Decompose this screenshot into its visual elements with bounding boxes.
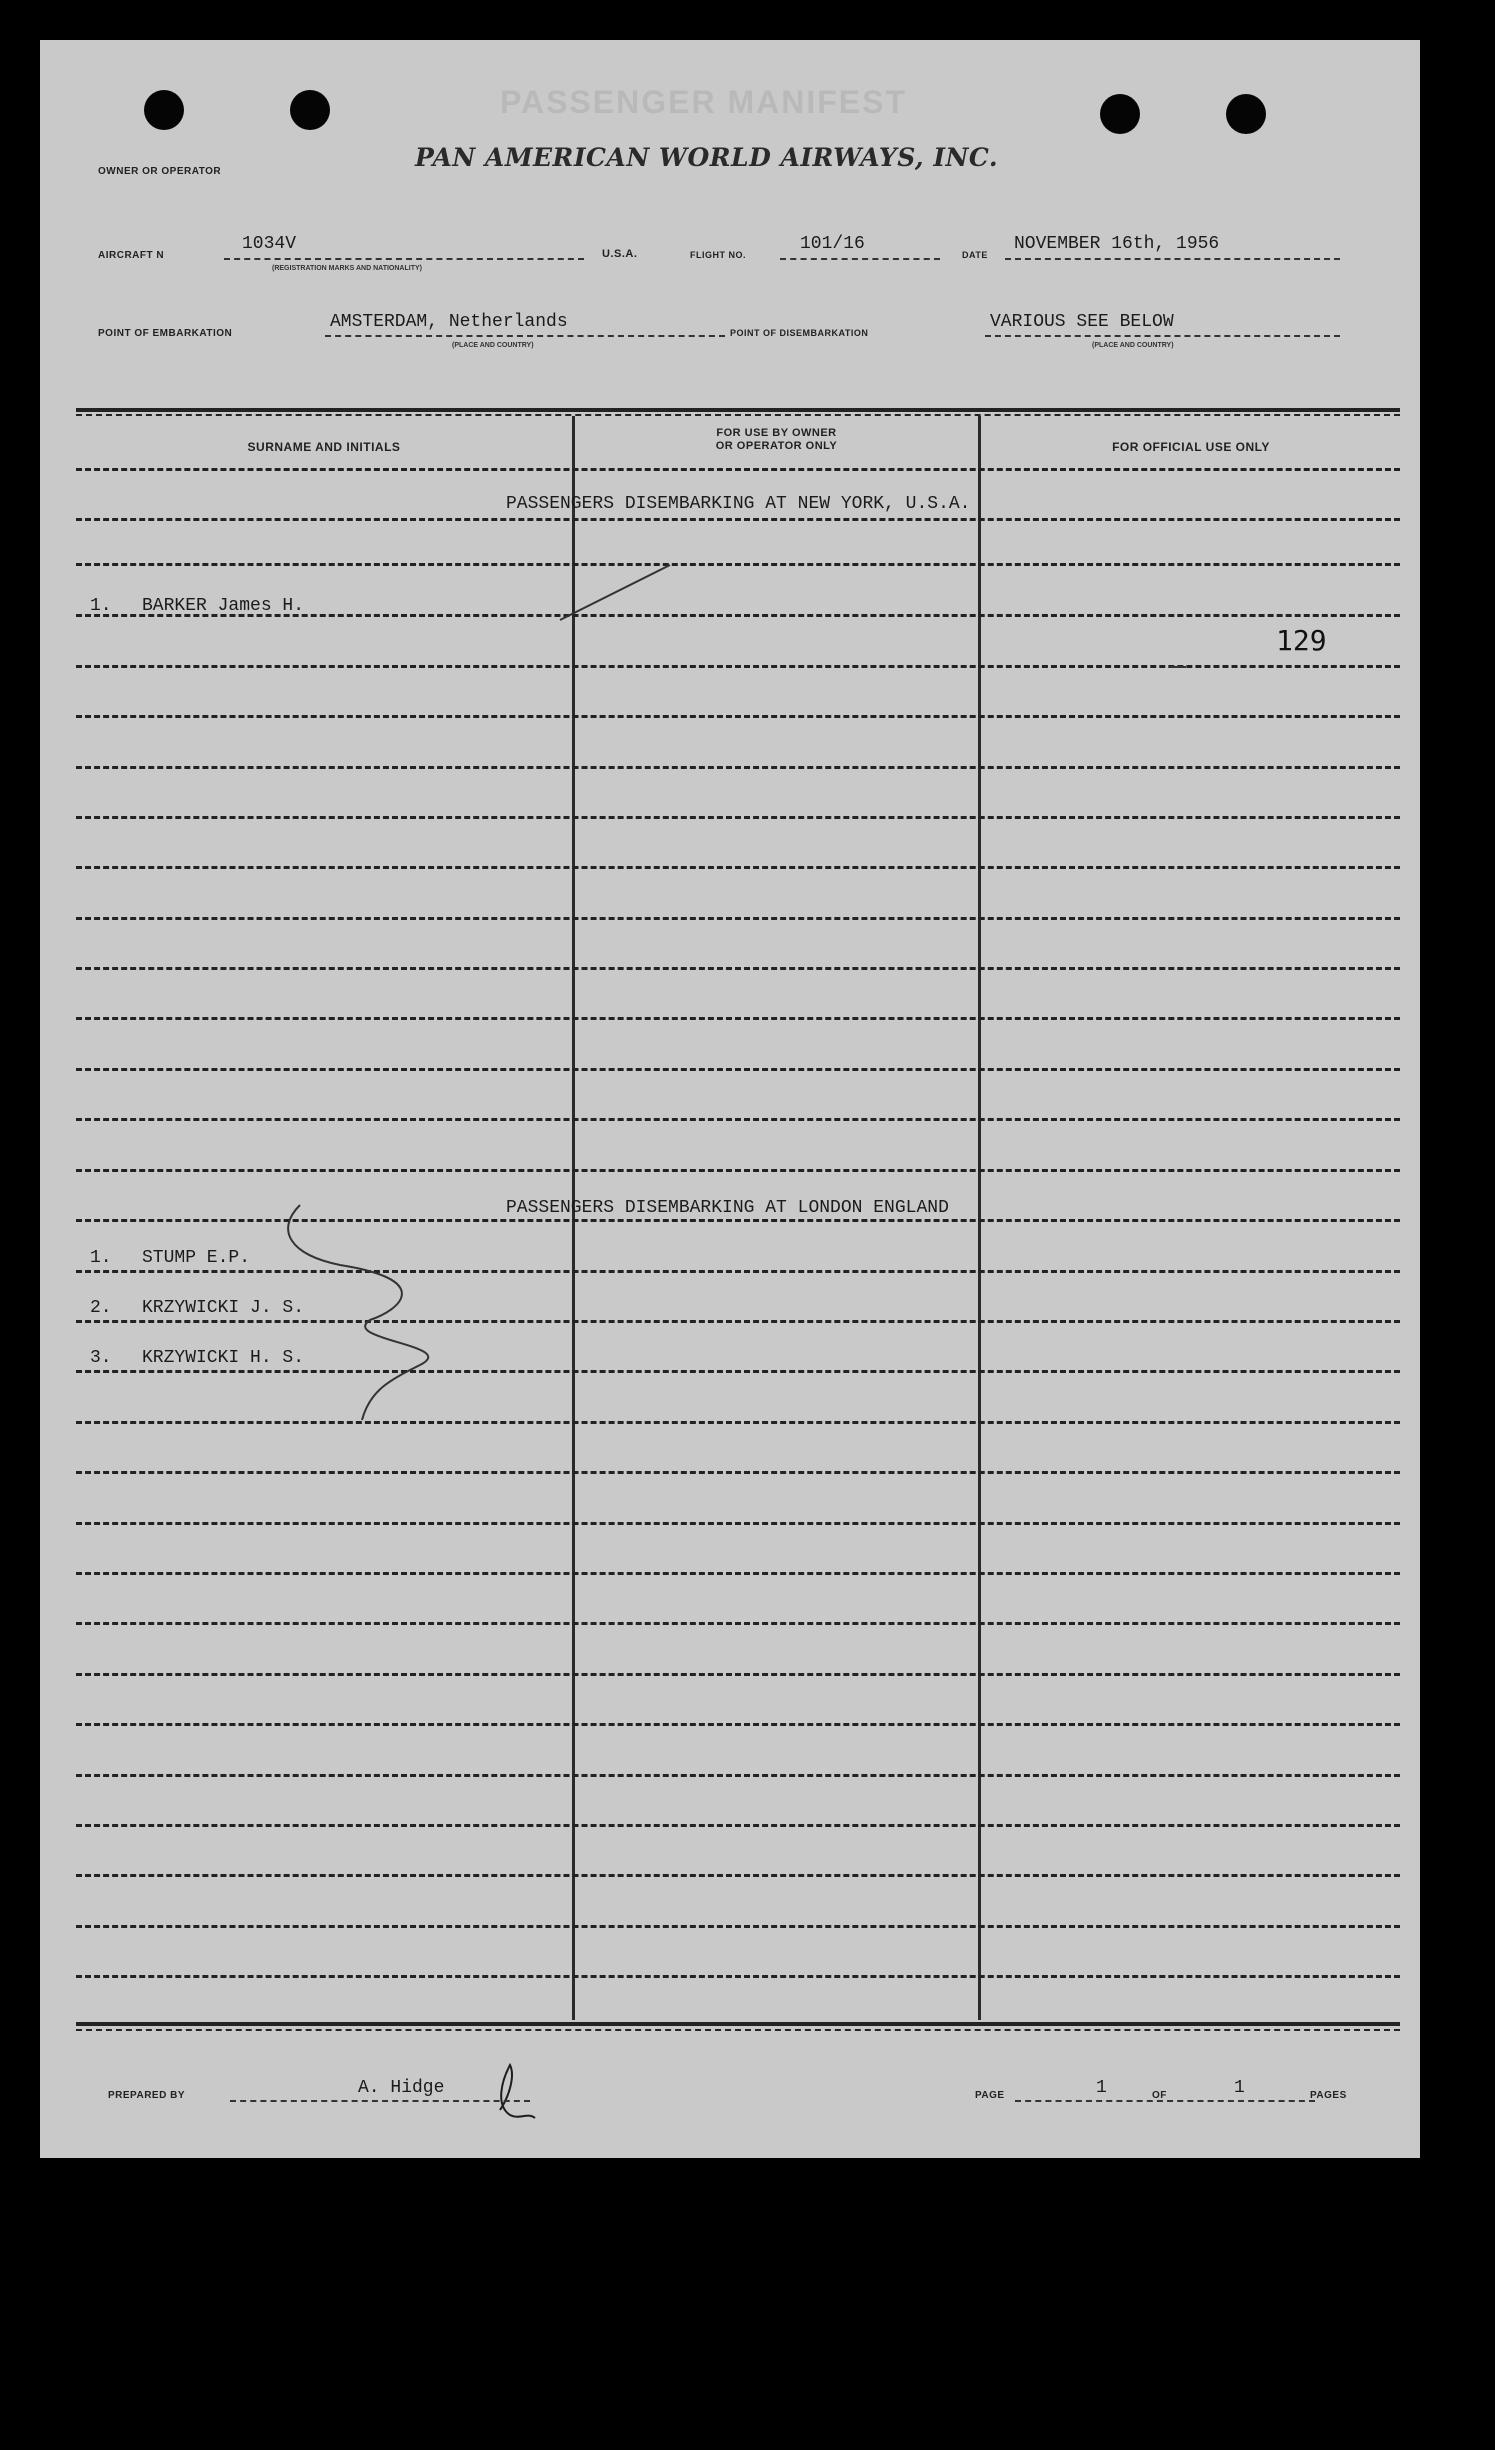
nationality-label: U.S.A.: [602, 248, 638, 260]
section-heading-london: PASSENGERS DISEMBARKING AT LONDON ENGLAND: [506, 1198, 949, 1218]
section-heading-new-york: PASSENGERS DISEMBARKING AT NEW YORK, U.S.A.: [506, 494, 971, 514]
row-rule: [76, 1622, 1400, 1625]
table-bottom-rule-2: [76, 2029, 1400, 2031]
disembarkation-label: POINT OF DISEMBARKATION: [730, 328, 869, 338]
column-header-official-use: FOR OFFICIAL USE ONLY: [1112, 440, 1270, 454]
row-rule: [76, 866, 1400, 869]
disembarkation-caption: (PLACE AND COUNTRY): [1092, 342, 1174, 349]
registration-caption: (REGISTRATION MARKS AND NATIONALITY): [272, 265, 422, 272]
row-rule: [76, 1118, 1400, 1121]
row-rule: [76, 1169, 1400, 1172]
manifest-sheet: [40, 40, 1420, 2158]
page-value: 1: [1096, 2078, 1107, 2098]
column-divider-2: [978, 416, 981, 2020]
passenger-number: 1.: [90, 596, 112, 616]
row-rule: [76, 1673, 1400, 1676]
passenger-number: 1.: [90, 1248, 112, 1268]
row-rule: [76, 967, 1400, 970]
row-rule: [76, 1774, 1400, 1777]
row-rule: [76, 1219, 1400, 1222]
column-header-surname: SURNAME AND INITIALS: [247, 440, 401, 454]
signature-flourish: [500, 2065, 535, 2118]
of-value: 1: [1234, 2078, 1245, 2098]
row-rule: [76, 1824, 1400, 1827]
passenger-name: BARKER James H.: [142, 596, 305, 616]
disembarkation-underline: [985, 335, 1340, 337]
table-top-rule: [76, 408, 1400, 412]
row-rule: [76, 917, 1400, 920]
column-header-owner-use-1: FOR USE BY OWNER: [716, 427, 837, 439]
official-stamp-number: 129: [1276, 624, 1327, 657]
date-label: DATE: [962, 250, 988, 260]
row-rule: [76, 1522, 1400, 1525]
row-rule: [76, 1370, 1400, 1373]
page-label: PAGE: [975, 2090, 1005, 2101]
row-rule: [76, 1572, 1400, 1575]
table-top-rule-2: [76, 414, 1400, 416]
row-rule: [76, 1975, 1400, 1978]
row-rule: [76, 1925, 1400, 1928]
row-rule: [76, 518, 1400, 521]
embarkation-underline: [325, 335, 725, 337]
row-rule: [76, 816, 1400, 819]
row-rule: [76, 1068, 1400, 1071]
aircraft-underline: [224, 258, 584, 260]
company-name: PAN AMERICAN WORLD AIRWAYS, INC.: [415, 143, 999, 172]
prepared-by-value: A. Hidge: [358, 2078, 445, 2098]
table-bottom-rule: [76, 2022, 1400, 2026]
row-rule: [76, 563, 1400, 566]
pages-label: PAGES: [1310, 2090, 1347, 2101]
row-rule: [76, 468, 1400, 471]
aircraft-value: 1034V: [242, 234, 297, 254]
passenger-name: STUMP E.P.: [142, 1248, 251, 1268]
row-rule: [76, 766, 1400, 769]
row-rule: [76, 1320, 1400, 1323]
passenger-number: 2.: [90, 1298, 112, 1318]
flight-label: FLIGHT NO.: [690, 250, 746, 260]
column-divider-1: [572, 416, 575, 2020]
row-rule: [76, 665, 1400, 668]
owner-label: OWNER OR OPERATOR: [98, 166, 222, 177]
prepared-by-underline: [230, 2100, 530, 2102]
date-value: NOVEMBER 16th, 1956: [1014, 234, 1220, 254]
passenger-number: 3.: [90, 1348, 112, 1368]
prepared-by-label: PREPARED BY: [108, 2090, 185, 2101]
faint-form-title: PASSENGER MANIFEST: [500, 84, 907, 120]
flight-value: 101/16: [800, 234, 865, 254]
row-rule: [76, 1471, 1400, 1474]
disembarkation-value: VARIOUS SEE BELOW: [990, 312, 1174, 332]
of-label: OF: [1152, 2090, 1167, 2101]
pencil-bracket-mark: [288, 1205, 428, 1420]
row-rule: [76, 1270, 1400, 1273]
row-rule: [76, 1421, 1400, 1424]
flight-underline: [780, 258, 940, 260]
pencil-stroke-1: [560, 565, 670, 620]
row-rule: [76, 1874, 1400, 1877]
handwritten-marks: [40, 40, 1420, 2158]
official-mark: [1170, 666, 1186, 668]
row-rule: [76, 1723, 1400, 1726]
punch-hole-1: [144, 90, 184, 130]
embarkation-caption: (PLACE AND COUNTRY): [452, 342, 534, 349]
embarkation-value: AMSTERDAM, Netherlands: [330, 312, 568, 332]
page-underline: [1015, 2100, 1315, 2102]
aircraft-label: AIRCRAFT N: [98, 250, 165, 261]
punch-hole-4: [1226, 94, 1266, 134]
punch-hole-2: [290, 90, 330, 130]
passenger-name: KRZYWICKI J. S.: [142, 1298, 305, 1318]
row-rule: [76, 715, 1400, 718]
punch-hole-3: [1100, 94, 1140, 134]
passenger-name: KRZYWICKI H. S.: [142, 1348, 305, 1368]
embarkation-label: POINT OF EMBARKATION: [98, 328, 233, 339]
row-rule: [76, 1017, 1400, 1020]
column-header-owner-use-2: OR OPERATOR ONLY: [715, 440, 838, 452]
date-underline: [1005, 258, 1340, 260]
